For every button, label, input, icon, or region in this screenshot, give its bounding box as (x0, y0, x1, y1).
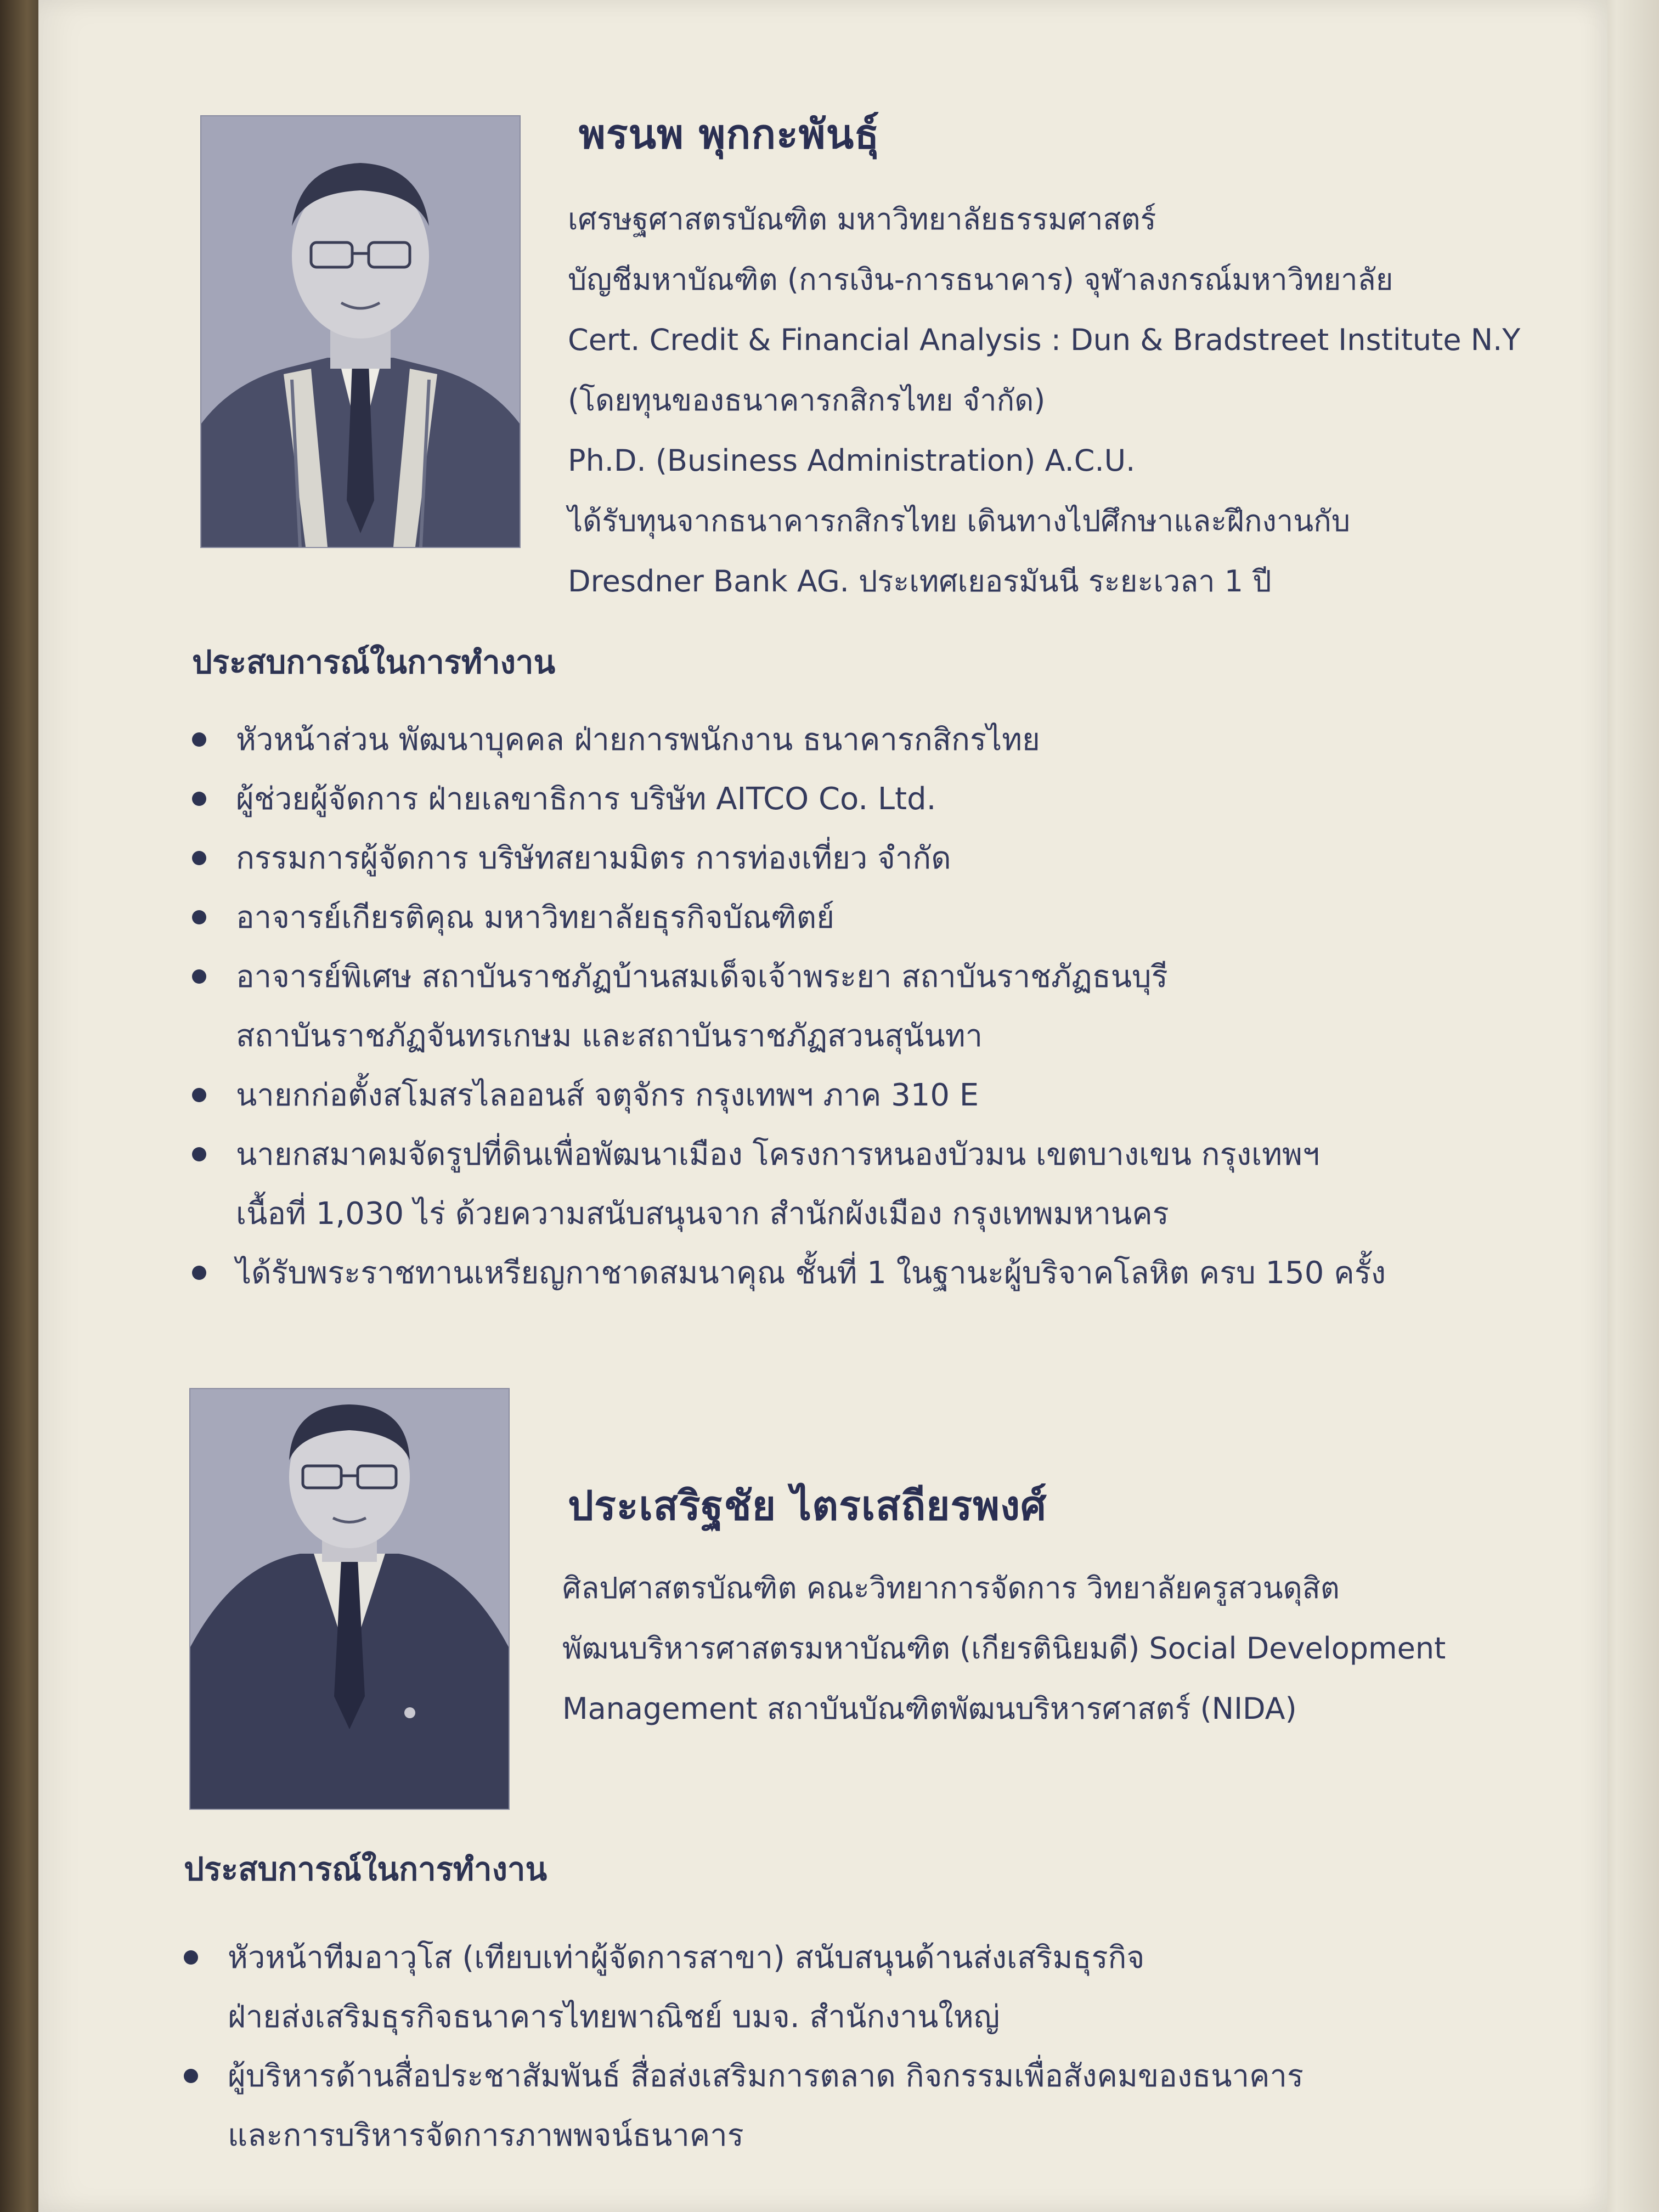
list-item-text: ฝ่ายส่งเสริมธุรกิจธนาคารไทยพาณิชย์ บมจ. สำนักงานใหญ่ (228, 1999, 1000, 2035)
education-line: (โดยทุนของธนาคารกสิกรไทย จำกัด) (568, 383, 1046, 417)
list-item-text: นายกก่อตั้งสโมสรไลออนส์ จตุจักร กรุงเทพฯ ภาค 310 E (236, 1077, 979, 1113)
list-item (184, 1928, 1544, 2047)
list-item-text: อาจารย์พิเศษ สถาบันราชภัฏบ้านสมเด็จเจ้าพระยา สถาบันราชภัฏธนบุรี (236, 959, 1168, 995)
bullet-icon (192, 732, 206, 747)
bullet-icon (192, 1088, 206, 1102)
person-2-experience-heading: ประสบการณ์ในการทำงาน (184, 1850, 548, 1888)
portrait-1-illustration (201, 116, 520, 547)
portrait-2-illustration (190, 1389, 509, 1809)
list-item (192, 888, 1553, 947)
bullet-icon (184, 2069, 198, 2083)
education-line: ศิลปศาสตรบัณฑิต คณะวิทยาการจัดการ วิทยาลัยครูสวนดุสิต (562, 1571, 1340, 1605)
list-item-text: อาจารย์เกียรติคุณ มหาวิทยาลัยธุรกิจบัณฑิตย์ (236, 900, 834, 935)
bullet-icon (192, 1266, 206, 1280)
list-item (192, 710, 1553, 770)
bullet-icon (192, 851, 206, 865)
list-item (192, 1125, 1553, 1244)
education-line: Ph.D. (Business Administration) A.C.U. (568, 443, 1136, 478)
education-line: Dresdner Bank AG. ประเทศเยอรมันนี ระยะเวลา 1 ปี (568, 564, 1272, 599)
bullet-icon (192, 792, 206, 806)
education-line: บัญชีมหาบัณฑิต (การเงิน-การธนาคาร) จุฬาลงกรณ์มหาวิทยาลัย (568, 262, 1393, 297)
brochure-page (38, 0, 1607, 2212)
education-line: Management สถาบันบัณฑิตพัฒนบริหารศาสตร์ (NIDA) (562, 1691, 1297, 1726)
list-item (192, 770, 1553, 829)
list-item (192, 1066, 1553, 1125)
list-item-text: และการบริหารจัดการภาพพจน์ธนาคาร (228, 2118, 744, 2153)
bullet-icon (192, 910, 206, 924)
list-item-text: สถาบันราชภัฏจันทรเกษม และสถาบันราชภัฏสวนสุนันทา (236, 1018, 983, 1054)
list-item-text: ผู้ช่วยผู้จัดการ ฝ่ายเลขาธิการ บริษัท AITCO Co. Ltd. (236, 781, 936, 817)
person-1-education (568, 189, 1520, 612)
list-item-text: นายกสมาคมจัดรูปที่ดินเพื่อพัฒนาเมือง โครงการหนองบัวมน เขตบางเขน กรุงเทพฯ (236, 1137, 1320, 1172)
list-item-text: หัวหน้าทีมอาวุโส (เทียบเท่าผู้จัดการสาขา) สนับสนุนด้านส่งเสริมธุรกิจ (228, 1940, 1145, 1976)
portrait-photo-1 (200, 115, 521, 548)
education-line: ได้รับทุนจากธนาคารกสิกรไทย เดินทางไปศึกษาและฝึกงานกับ (568, 504, 1351, 538)
bullet-icon (184, 1950, 198, 1965)
education-line: Cert. Credit & Financial Analysis : Dun & Bradstreet Institute N.Y (568, 323, 1521, 357)
education-line: พัฒนบริหารศาสตรมหาบัณฑิต (เกียรตินิยมดี) Social Development (562, 1631, 1446, 1666)
list-item-text: เนื้อที่ 1,030 ไร่ ด้วยความสนับสนุนจาก สำนักผังเมือง กรุงเทพมหานคร (236, 1196, 1169, 1232)
person-2-name: ประเสริฐชัย ไตรเสถียรพงศ์ (568, 1482, 1047, 1530)
list-item-text: ได้รับพระราชทานเหรียญกาชาดสมนาคุณ ชั้นที่ 1 ในฐานะผู้บริจาคโลหิต ครบ 150 ครั้ง (236, 1255, 1386, 1291)
person-2-education (562, 1558, 1446, 1739)
list-item (192, 947, 1553, 1066)
education-line: เศรษฐศาสตรบัณฑิต มหาวิทยาลัยธรรมศาสตร์ (568, 202, 1156, 236)
person-2-experience-list (184, 1928, 1544, 2165)
portrait-photo-2 (189, 1388, 510, 1810)
person-1-experience-heading: ประสบการณ์ในการทำงาน (192, 644, 556, 681)
person-1-experience-list (192, 710, 1553, 1303)
list-item-text: ผู้บริหารด้านสื่อประชาสัมพันธ์ สื่อส่งเสริมการตลาด กิจกรรมเพื่อสังคมของธนาคาร (228, 2058, 1304, 2094)
list-item (192, 1244, 1553, 1303)
list-item (184, 2047, 1544, 2165)
list-item-text: หัวหน้าส่วน พัฒนาบุคคล ฝ่ายการพนักงาน ธนาคารกสิกรไทย (236, 722, 1040, 758)
bullet-icon (192, 1147, 206, 1161)
bullet-icon (192, 969, 206, 984)
person-1-name: พรนพ พุกกะพันธุ์ (579, 111, 880, 158)
list-item (192, 829, 1553, 888)
list-item-text: กรรมการผู้จัดการ บริษัทสยามมิตร การท่องเที่ยว จำกัด (236, 840, 951, 876)
